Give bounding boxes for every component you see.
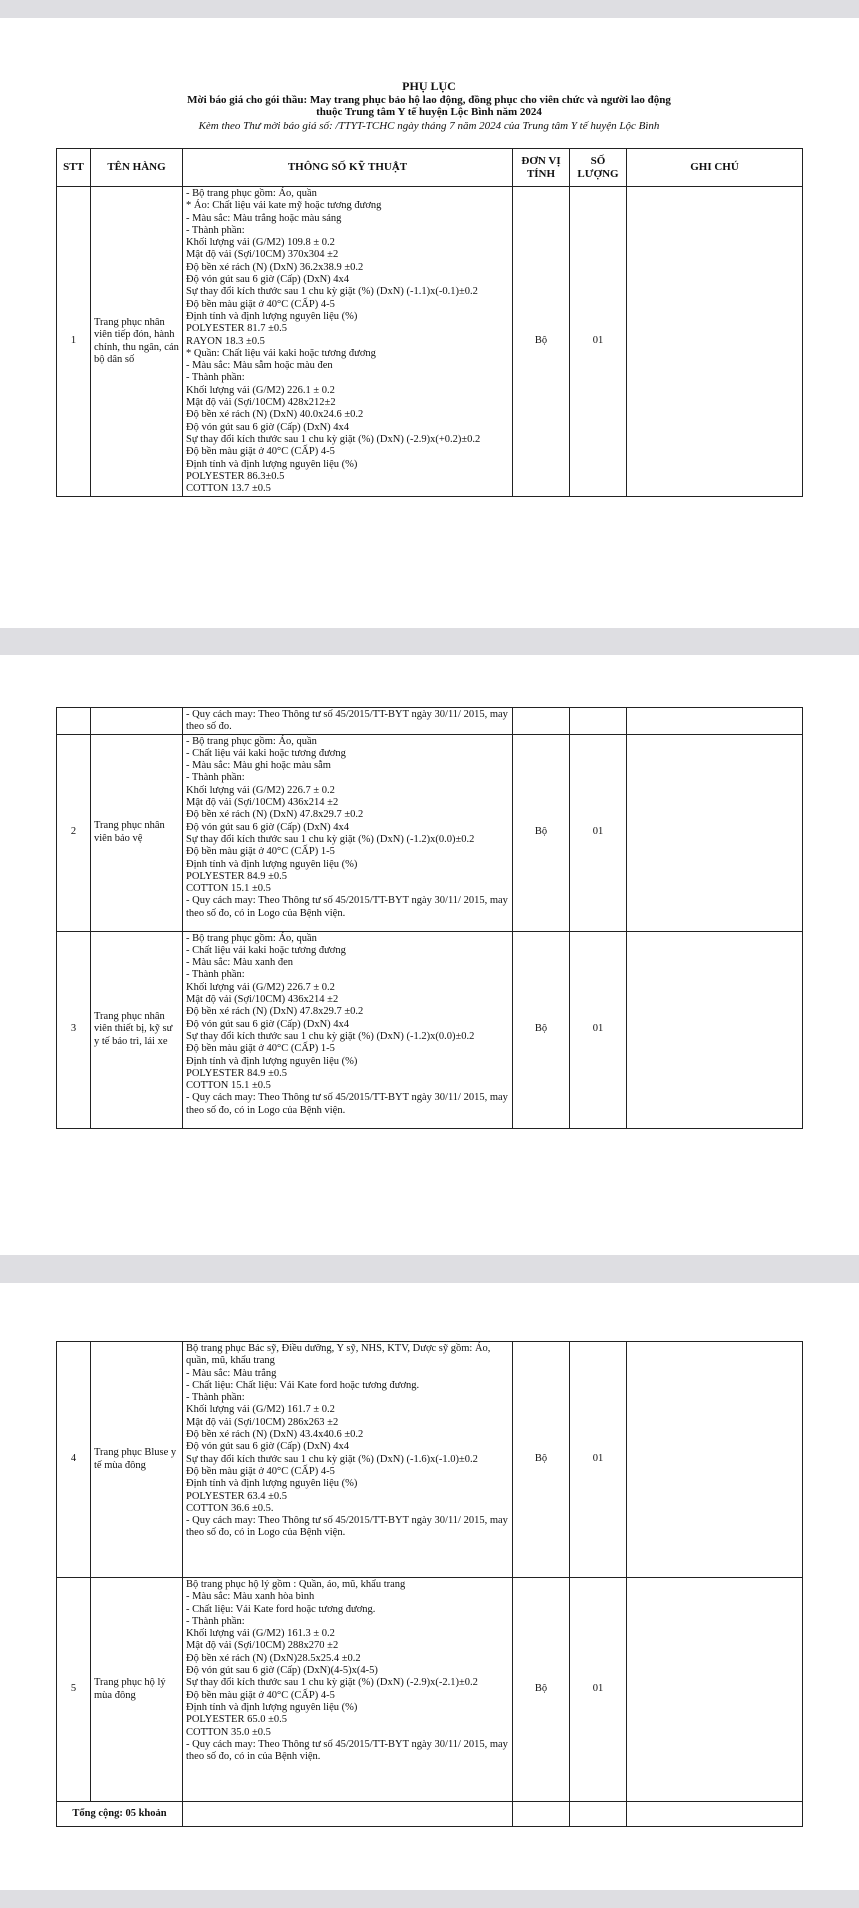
spec-table-part-1 [56,148,803,497]
document-page-1 [0,18,859,628]
row-spec: Bộ trang phục Bác sỹ, Điều dưỡng, Y sỹ, NHS, KTV, Dược sỹ gồm: Áo, quần, mũ, khẩu trang - Màu sắc: Màu trắng - Chất liệu: Chất liệu: Vải Kate ford hoặc tương đương. - Thành phần: Khối lượng vải (G/M2) 161.7 ± 0.2 Mật độ vải (Sợi/10CM) 286x263 ±2 Độ bền xé rách (N) (DxN) 43.4x40.6 ±0.2 Độ vón gút sau 6 giờ (Cấp) (DxN) 4x4 Sự thay đổi kích thước sau 1 chu kỳ giặt (%) (DxN) (-1.6)x(-1.0)±0.2 Độ bền màu giặt ở 40°C (CẤP) 4-5 Định tính và định lượng nguyên liệu (%) POLYESTER 63.4 ±0.5 COTTON 36.6 ±0.5. - Quy cách may: Theo Thông tư số 45/2015/TT-BYT ngày 30/11/ 2015, may theo số đo, có in Logo của Bệnh viện. [183,1342,513,1578]
row-unit: Bộ [513,1578,570,1802]
row-unit: Bộ [513,734,570,931]
empty-cell [513,1802,570,1827]
empty-cell [627,1802,803,1827]
empty-cell [57,708,91,735]
table-row [57,1342,803,1578]
row-unit: Bộ [513,187,570,497]
col-header-unit: ĐƠN VỊ TÍNH [513,149,570,187]
table-total-row [57,1802,803,1827]
row-spec: - Bộ trang phục gồm: Áo, quần - Chất liệu vải kaki hoặc tương đương - Màu sắc: Màu xanh đen - Thành phần: Khối lượng vải (G/M2) 226.7 ± 0.2 Mật độ vải (Sợi/10CM) 436x214 ±2 Độ bền xé rách (N) (DxN) 47.8x29.7 ±0.2 Độ vón gút sau 6 giờ (Cấp) (DxN) 4x4 Sự thay đổi kích thước sau 1 chu kỳ giặt (%) (DxN) (-1.2)x(0.0)±0.2 Độ bền màu giặt ở 40°C (CẤP) 1-5 Định tính và định lượng nguyên liệu (%) POLYESTER 84.9 ±0.5 COTTON 15.1 ±0.5 - Quy cách may: Theo Thông tư số 45/2015/TT-BYT ngày 30/11/ 2015, may theo số đo, có in Logo của Bệnh viện. [183,931,513,1128]
row-spec-continuation: - Quy cách may: Theo Thông tư số 45/2015/TT-BYT ngày 30/11/ 2015, may theo số đo. [183,708,513,735]
appendix-title: PHỤ LỤC [402,79,456,93]
invitation-note: Kèm theo Thư mời báo giá số: /TTYT-TCHC ngày tháng 7 năm 2024 của Trung tâm Y tế huyện Lộc Bình [198,120,660,132]
document-page-2 [0,655,859,1255]
row-qty: 01 [570,1578,627,1802]
table-row [57,1578,803,1802]
row-item-name: Trang phục nhân viên tiếp đón, hành chính, thu ngân, cán bộ dân số [91,187,183,497]
empty-cell [570,708,627,735]
row-stt: 4 [57,1342,91,1578]
empty-cell [91,708,183,735]
row-qty: 01 [570,734,627,931]
table-header-row [57,149,803,187]
row-note [627,187,803,497]
row-spec: Bộ trang phục hộ lý gồm : Quần, áo, mũ, khẩu trang - Màu sắc: Màu xanh hòa bình - Chất liệu: Vải Kate ford hoặc tương đương. - Thành phần: Khối lượng vải (G/M2) 161.3 ± 0.2 Mật độ vải (Sợi/10CM) 288x270 ±2 Độ bền xé rách (N) (DxN)28.5x25.4 ±0.2 Độ vón gút sau 6 giờ (Cấp) (DxN)(4-5)x(4-5) Sự thay đổi kích thước sau 1 chu kỳ giặt (%) (DxN) (-2.9)x(-2.1)±0.2 Độ bền màu giặt ở 40°C (CẤP) 4-5 Định tính và định lượng nguyên liệu (%) POLYESTER 65.0 ±0.5 COTTON 35.0 ±0.5 - Quy cách may: Theo Thông tư số 45/2015/TT-BYT ngày 30/11/ 2015, may theo số đo, có in của Bệnh viện. [183,1578,513,1802]
total-label: Tổng cộng: 05 khoản [57,1802,183,1827]
row-stt: 3 [57,931,91,1128]
row-item-name: Trang phục nhân viên bảo vệ [91,734,183,931]
row-stt: 1 [57,187,91,497]
row-qty: 01 [570,1342,627,1578]
row-note [627,734,803,931]
row-qty: 01 [570,187,627,497]
table-row [57,187,803,497]
empty-cell [183,1802,513,1827]
row-qty: 01 [570,931,627,1128]
row-item-name: Trang phục nhân viên thiết bị, kỹ sư y tế bảo trì, lái xe [91,931,183,1128]
empty-cell [513,708,570,735]
row-note [627,1342,803,1578]
table-row-continuation [57,708,803,735]
empty-cell [627,708,803,735]
col-header-qty: SỐ LƯỢNG [570,149,627,187]
spec-table-part-3 [56,1341,803,1827]
appendix-subtitle: Mời báo giá cho gói thầu: May trang phục bảo hộ lao động, đồng phục cho viên chức và người lao động [187,94,671,106]
col-header-note: GHI CHÚ [627,149,803,187]
col-header-name: TÊN HÀNG [91,149,183,187]
spec-table-part-2 [56,707,803,1129]
row-spec: - Bộ trang phục gồm: Áo, quần - Chất liệu vải kaki hoặc tương đương - Màu sắc: Màu ghi hoặc màu sẫm - Thành phần: Khối lượng vải (G/M2) 226.7 ± 0.2 Mật độ vải (Sợi/10CM) 436x214 ±2 Độ bền xé rách (N) (DxN) 47.8x29.7 ±0.2 Độ vón gút sau 6 giờ (Cấp) (DxN) 4x4 Sự thay đổi kích thước sau 1 chu kỳ giặt (%) (DxN) (-1.2)x(0.0)±0.2 Độ bền màu giặt ở 40°C (CẤP) 1-5 Định tính và định lượng nguyên liệu (%) POLYESTER 84.9 ±0.5 COTTON 15.1 ±0.5 - Quy cách may: Theo Thông tư số 45/2015/TT-BYT ngày 30/11/ 2015, may theo số đo, có in Logo của Bệnh viện. [183,734,513,931]
row-note [627,1578,803,1802]
row-spec: - Bộ trang phục gồm: Áo, quần * Áo: Chất liệu vải kate mỹ hoặc tương đương - Màu sắc: Màu trắng hoặc màu sáng - Thành phần: Khối lượng vải (G/M2) 109.8 ± 0.2 Mật độ vải (Sợi/10CM) 370x304 ±2 Độ bền xé rách (N) (DxN) 36.2x38.9 ±0.2 Độ vón gút sau 6 giờ (Cấp) (DxN) 4x4 Sự thay đổi kích thước sau 1 chu kỳ giặt (%) (DxN) (-1.1)x(-0.1)±0.2 Độ bền màu giặt ở 40°C (CẤP) 4-5 Định tính và định lượng nguyên liệu (%) POLYESTER 81.7 ±0.5 RAYON 18.3 ±0.5 * Quần: Chất liệu vải kaki hoặc tương đương - Màu sắc: Màu sẫm hoặc màu đen - Thành phần: Khối lượng vải (G/M2) 226.1 ± 0.2 Mật độ vải (Sợi/10CM) 428x212±2 Độ bền xé rách (N) (DxN) 40.0x24.6 ±0.2 Độ vón gút sau 6 giờ (Cấp) (DxN) 4x4 Sự thay đổi kích thước sau 1 chu kỳ giặt (%) (DxN) (-2.9)x(+0.2)±0.2 Độ bền màu giặt ở 40°C (CẤP) 4-5 Định tính và định lượng nguyên liệu (%) POLYESTER 86.3±0.5 COTTON 13.7 ±0.5 [183,187,513,497]
row-item-name: Trang phục hộ lý mùa đông [91,1578,183,1802]
row-stt: 2 [57,734,91,931]
table-row [57,734,803,931]
row-note [627,931,803,1128]
row-stt: 5 [57,1578,91,1802]
col-header-stt: STT [57,149,91,187]
empty-cell [570,1802,627,1827]
row-unit: Bộ [513,931,570,1128]
row-item-name: Trang phục Bluse y tế mùa đông [91,1342,183,1578]
document-page-3 [0,1283,859,1890]
row-unit: Bộ [513,1342,570,1578]
table-row [57,931,803,1128]
col-header-spec: THÔNG SỐ KỸ THUẬT [183,149,513,187]
appendix-subtitle-2: thuộc Trung tâm Y tế huyện Lộc Bình năm 2024 [316,106,542,118]
